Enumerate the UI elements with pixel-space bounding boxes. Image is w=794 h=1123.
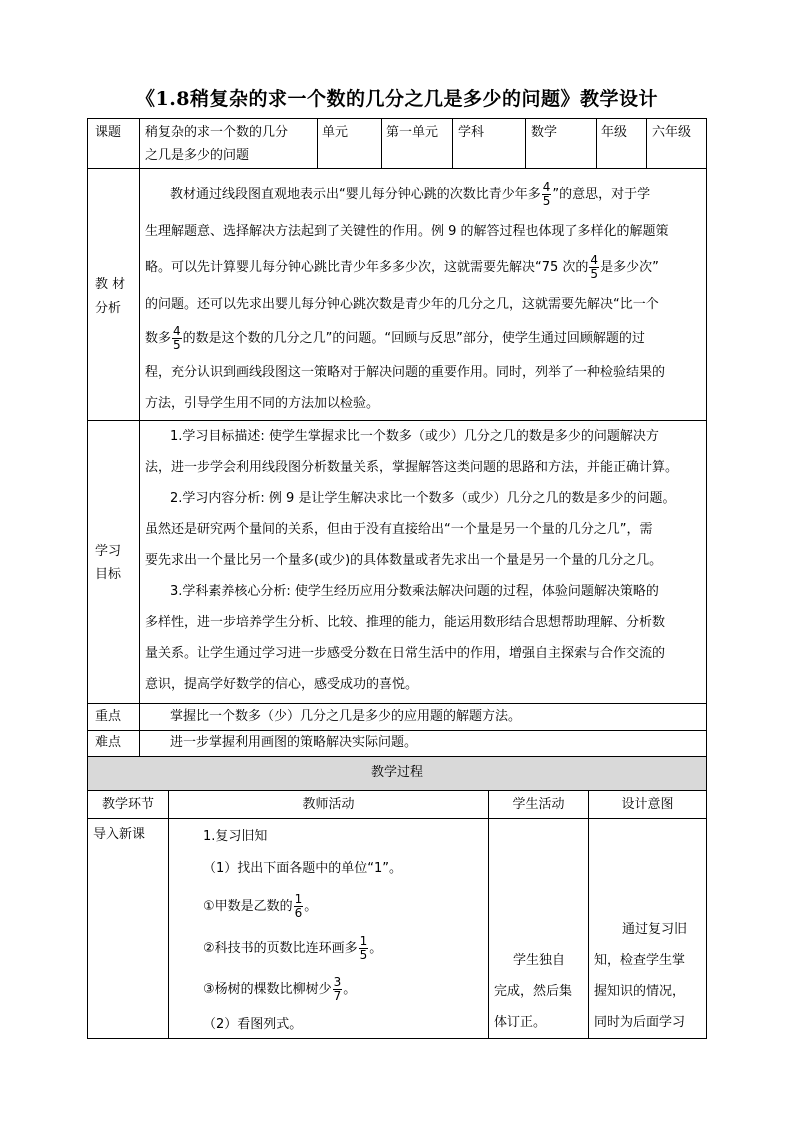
- teacher-line: （1）找出下面各题中的单位“1”。: [203, 861, 403, 876]
- grade-label: 年级: [601, 125, 628, 140]
- teacher-line: 1.复习旧知: [203, 829, 268, 844]
- col-header-teacher: 教师活动: [302, 797, 355, 812]
- objective-line: 1.学习目标描述: 使学生掌握求比一个数多（或少）几分之几的数是多少的问题解决方: [170, 429, 659, 444]
- ke-ti-value-line2: 之几是多少的问题: [145, 148, 250, 163]
- page-title: 《1.8稍复杂的求一个数的几分之几是多少的问题》教学设计: [135, 88, 659, 110]
- key-point-value: 掌握比一个数多（少）几分之几是多少的应用题的解题方法。: [170, 709, 522, 724]
- teacher-line: ①甲数是乙数的: [203, 899, 293, 914]
- difficulty-value: 进一步掌握利用画图的策略解决实际问题。: [170, 735, 418, 750]
- fraction: $\frac{1}{5}$: [359, 934, 368, 962]
- objective-line: 3.学科素养核心分析: 使学生经历应用分数乘法解决问题的过程，体验问题解决策略的: [170, 584, 659, 599]
- student-line: 学生独自: [513, 953, 566, 968]
- teacher-line: （2）看图列式。: [203, 1017, 303, 1032]
- fraction: $\frac{4}{5}$: [542, 180, 551, 208]
- ke-ti-label: 课题: [95, 125, 122, 140]
- student-line: 完成，然后集: [494, 984, 573, 999]
- unit-value: 第一单元: [386, 125, 439, 140]
- objective-line: 虽然还是研究两个量间的关系，但由于没有直接给出“一个量是另一个量的几分之几”，需: [145, 522, 653, 537]
- key-point-label: 重点: [95, 709, 122, 724]
- process-title: 教学过程: [370, 765, 423, 780]
- ke-ti-value-line1: 稍复杂的求一个数的几分: [145, 125, 289, 140]
- teacher-line: ③杨树的棵数比柳树少: [203, 982, 332, 997]
- col-header-link: 教学环节: [101, 797, 154, 812]
- teacher-line: ②科技书的页数比连环画多: [203, 941, 358, 956]
- objectives-label-line1: 学习: [95, 544, 122, 559]
- analysis-line: 的问题。还可以先求出婴儿每分钟心跳次数是青少年的几分之几，这就需要先解决“比一个: [145, 297, 659, 312]
- fraction: $\frac{4}{5}$: [173, 324, 181, 352]
- analysis-line: 生理解题意、选择解决方法起到了关键性的作用。例 9 的解答过程也体现了多样化的解题策: [145, 224, 669, 239]
- objective-line: 要先求出一个量比另一个量多(或少)的具体数量或者先求出一个量是另一个量的几分之几。: [145, 553, 663, 568]
- analysis-label-line1: 教 材: [95, 277, 126, 292]
- analysis-line: 教材通过线段图直观地表示出“婴儿每分钟心跳的次数比青少年多: [170, 187, 541, 202]
- objective-line: 2.学习内容分析: 例 9 是让学生解决求比一个数多（或少）几分之几的数是多少的问题。: [170, 491, 676, 506]
- analysis-line: ”的意思，对于学: [552, 187, 651, 202]
- difficulty-label: 难点: [95, 735, 122, 750]
- intent-line: 通过复习旧: [622, 922, 688, 937]
- objective-line: 法，进一步学会利用线段图分析数量关系，掌握解答这类问题的思路和方法，并能正确计算。: [145, 460, 679, 475]
- analysis-line: 数多: [145, 331, 172, 346]
- unit-label: 单元: [322, 125, 349, 140]
- col-header-student: 学生活动: [512, 797, 565, 812]
- link-value: 导入新课: [93, 827, 146, 842]
- fraction: $\frac{1}{6}$: [294, 892, 303, 920]
- intent-line: 同时为后面学习: [594, 1015, 686, 1030]
- objective-line: 意识，提高学好数学的信心，感受成功的喜悦。: [145, 677, 419, 692]
- fraction: $\frac{4}{5}$: [590, 253, 599, 281]
- analysis-label-line2: 分析: [95, 301, 122, 316]
- fraction: $\frac{3}{7}$: [333, 975, 342, 1003]
- objective-line: 多样性，进一步培养学生分析、比较、推理的能力，能运用数形结合思想帮助理解、分析数: [145, 615, 666, 630]
- col-header-intent: 设计意图: [621, 797, 674, 812]
- subject-value: 数学: [531, 125, 558, 140]
- analysis-line: 略。可以先计算婴儿每分钟心跳比青少年多多少次，这就需要先解决“75 次的: [145, 260, 589, 275]
- student-line: 体订正。: [494, 1015, 547, 1030]
- analysis-line: 方法，引导学生用不同的方法加以检验。: [145, 396, 380, 411]
- grade-value: 六年级: [652, 125, 692, 140]
- intent-line: 握知识的情况，: [594, 984, 686, 999]
- analysis-line: 是多少次”: [600, 260, 659, 275]
- intent-line: 知，检查学生掌: [594, 953, 686, 968]
- subject-label: 学科: [458, 125, 485, 140]
- analysis-line: 的数是这个数的几分之几”的问题。“回顾与反思”部分，使学生通过回顾解题的过: [182, 331, 645, 346]
- objectives-label-line2: 目标: [95, 567, 122, 582]
- objective-line: 量关系。让学生通过学习进一步感受分数在日常生活中的作用，增强自主探索与合作交流的: [145, 646, 666, 661]
- analysis-line: 程，充分认识到画线段图这一策略对于解决问题的重要作用。同时，列举了一种检验结果的: [145, 365, 666, 380]
